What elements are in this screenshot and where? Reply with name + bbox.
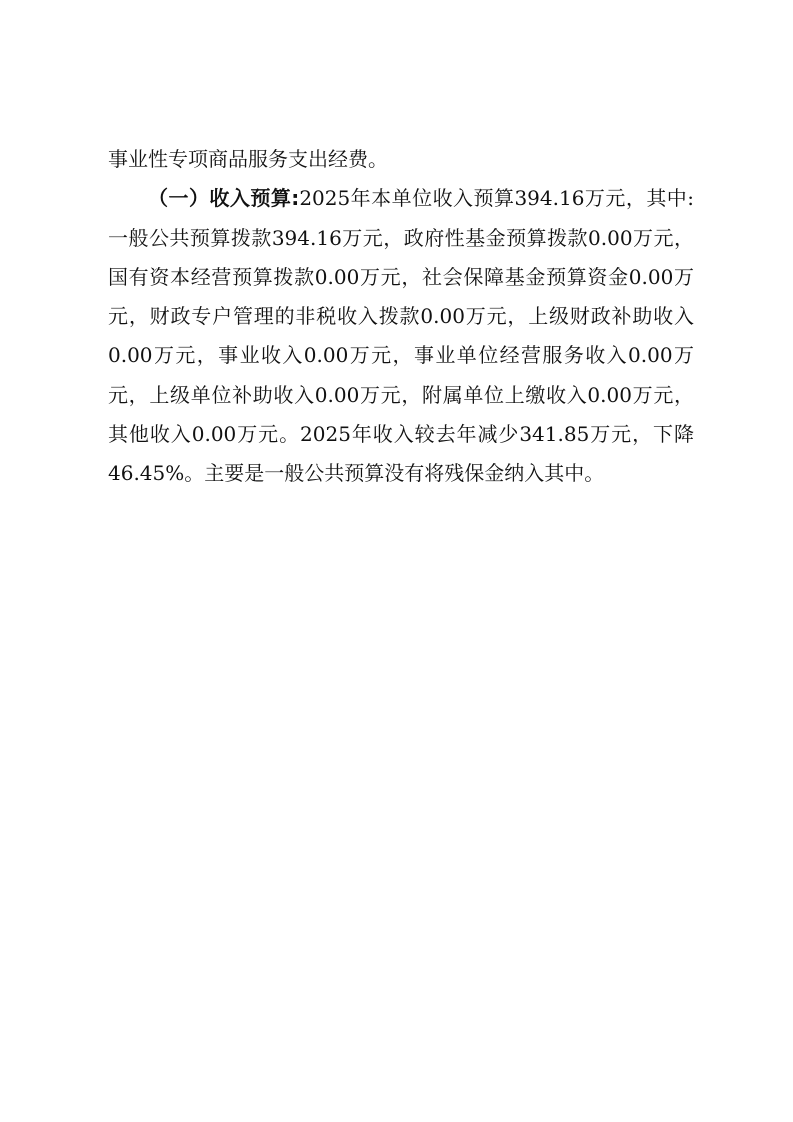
income-budget-heading: （一）收入预算:	[148, 186, 300, 211]
income-budget-paragraph	[108, 179, 694, 493]
income-budget-text: 2025年本单位收入预算394.16万元，其中:一般公共预算拨款394.16万元，政府性基金预算拨款0.00万元，国有资本经营预算拨款0.00万元，社会保障基金预算资金0.00万元，财政专户管理的非税收入拨款0.00万元，上级财政补助收入0.00万元，事业收入0.00万元，事业单位经营服务收入0.00万元，上级单位补助收入0.00万元，附属单位上缴收入0.00万元，其他收入0.00万元。2025年收入较去年减少341.85万元，下降46.45%。主要是一般公共预算没有将残保金纳入其中。	[108, 186, 695, 486]
carryover-paragraph: 事业性专项商品服务支出经费。	[108, 147, 388, 171]
document-body	[108, 140, 694, 494]
